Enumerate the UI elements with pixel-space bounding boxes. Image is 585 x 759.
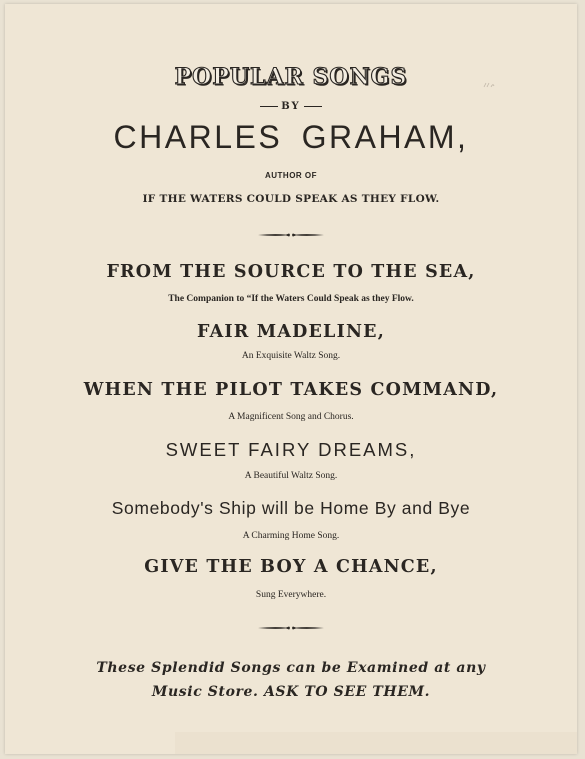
divider-ornament-icon — [5, 624, 577, 632]
song-description-1: The Companion to “If the Waters Could Speak as they Flow. — [168, 294, 414, 304]
song-description-3: A Magnificent Song and Chorus. — [228, 412, 354, 422]
right-dash-ornament — [304, 106, 322, 107]
song-advertisement-page — [5, 4, 577, 754]
footer-note — [5, 656, 577, 704]
song-title-6: GIVE THE BOY A CHANCE, — [144, 557, 438, 577]
song-description-6: Sung Everywhere. — [255, 590, 327, 600]
author-name: CHARLES GRAHAM, — [113, 118, 469, 156]
song-title-3: WHEN THE PILOT TAKES COMMAND, — [83, 380, 499, 400]
footer-line-1: These Splendid Songs can be Examined at any — [96, 660, 486, 676]
song-title-4: SWEET FAIRY DREAMS, — [165, 439, 417, 460]
song-title-1: FROM THE SOURCE TO THE SEA, — [106, 262, 476, 282]
author-of-label: AUTHOR OF — [264, 171, 318, 180]
song-description-4: A Beautiful Waltz Song. — [244, 471, 338, 481]
song-title-2: FAIR MADELINE, — [197, 322, 385, 342]
song-title-5: Somebody's Ship will be Home By and Bye — [111, 498, 471, 518]
pencil-mark-icon — [483, 82, 495, 88]
page-title: POPULAR SONGS — [174, 64, 408, 90]
by-label: BY — [281, 101, 301, 112]
author-known-song: IF THE WATERS COULD SPEAK AS THEY FLOW. — [142, 193, 440, 205]
divider-ornament-icon — [5, 231, 577, 239]
footer-line-2: Music Store. ASK TO SEE THEM. — [151, 684, 431, 700]
left-dash-ornament — [260, 106, 278, 107]
song-description-2: An Exquisite Waltz Song. — [241, 351, 341, 361]
by-line — [5, 101, 577, 112]
song-description-5: A Charming Home Song. — [242, 531, 340, 541]
